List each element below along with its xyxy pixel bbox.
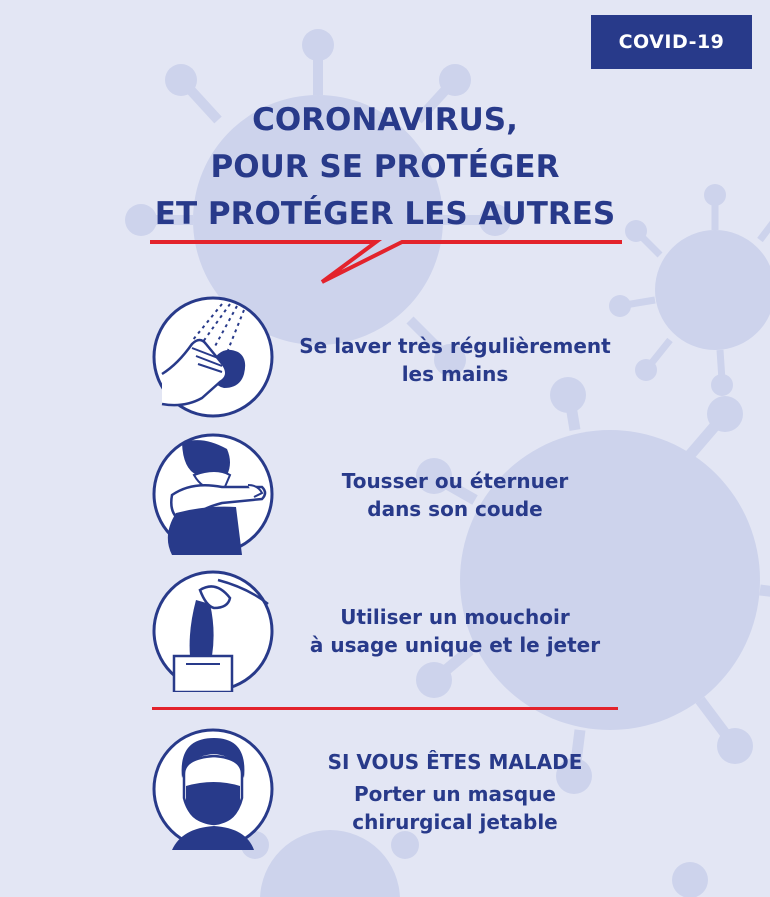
tip-text xyxy=(290,748,620,836)
tip-line: Se laver très régulièrement xyxy=(299,334,611,358)
tip-line: Porter un masque xyxy=(353,782,556,806)
title-line: POUR SE PROTÉGER xyxy=(210,149,560,185)
page-title xyxy=(100,97,670,238)
title-line: ET PROTÉGER LES AUTRES xyxy=(154,196,616,232)
tissue-icon xyxy=(152,570,274,692)
cough-elbow-icon xyxy=(152,433,274,555)
face-mask-icon xyxy=(152,728,274,850)
covid-badge: COVID-19 xyxy=(591,15,752,69)
tip-line: Tousser ou éternuer xyxy=(341,469,569,493)
hand-washing-icon xyxy=(152,296,274,418)
tip-line: les mains xyxy=(401,362,509,386)
speech-bubble-divider xyxy=(150,234,622,290)
tip-text xyxy=(290,603,620,659)
section-divider xyxy=(152,707,618,710)
tip-line: Utiliser un mouchoir xyxy=(340,605,570,629)
sick-heading: SI VOUS ÊTES MALADE xyxy=(327,750,583,774)
tip-text xyxy=(290,467,620,523)
tip-line: chirurgical jetable xyxy=(352,810,558,834)
tip-text xyxy=(290,332,620,388)
tip-line: dans son coude xyxy=(367,497,543,521)
tip-line: à usage unique et le jeter xyxy=(309,633,601,657)
title-line: CORONAVIRUS, xyxy=(252,102,518,138)
